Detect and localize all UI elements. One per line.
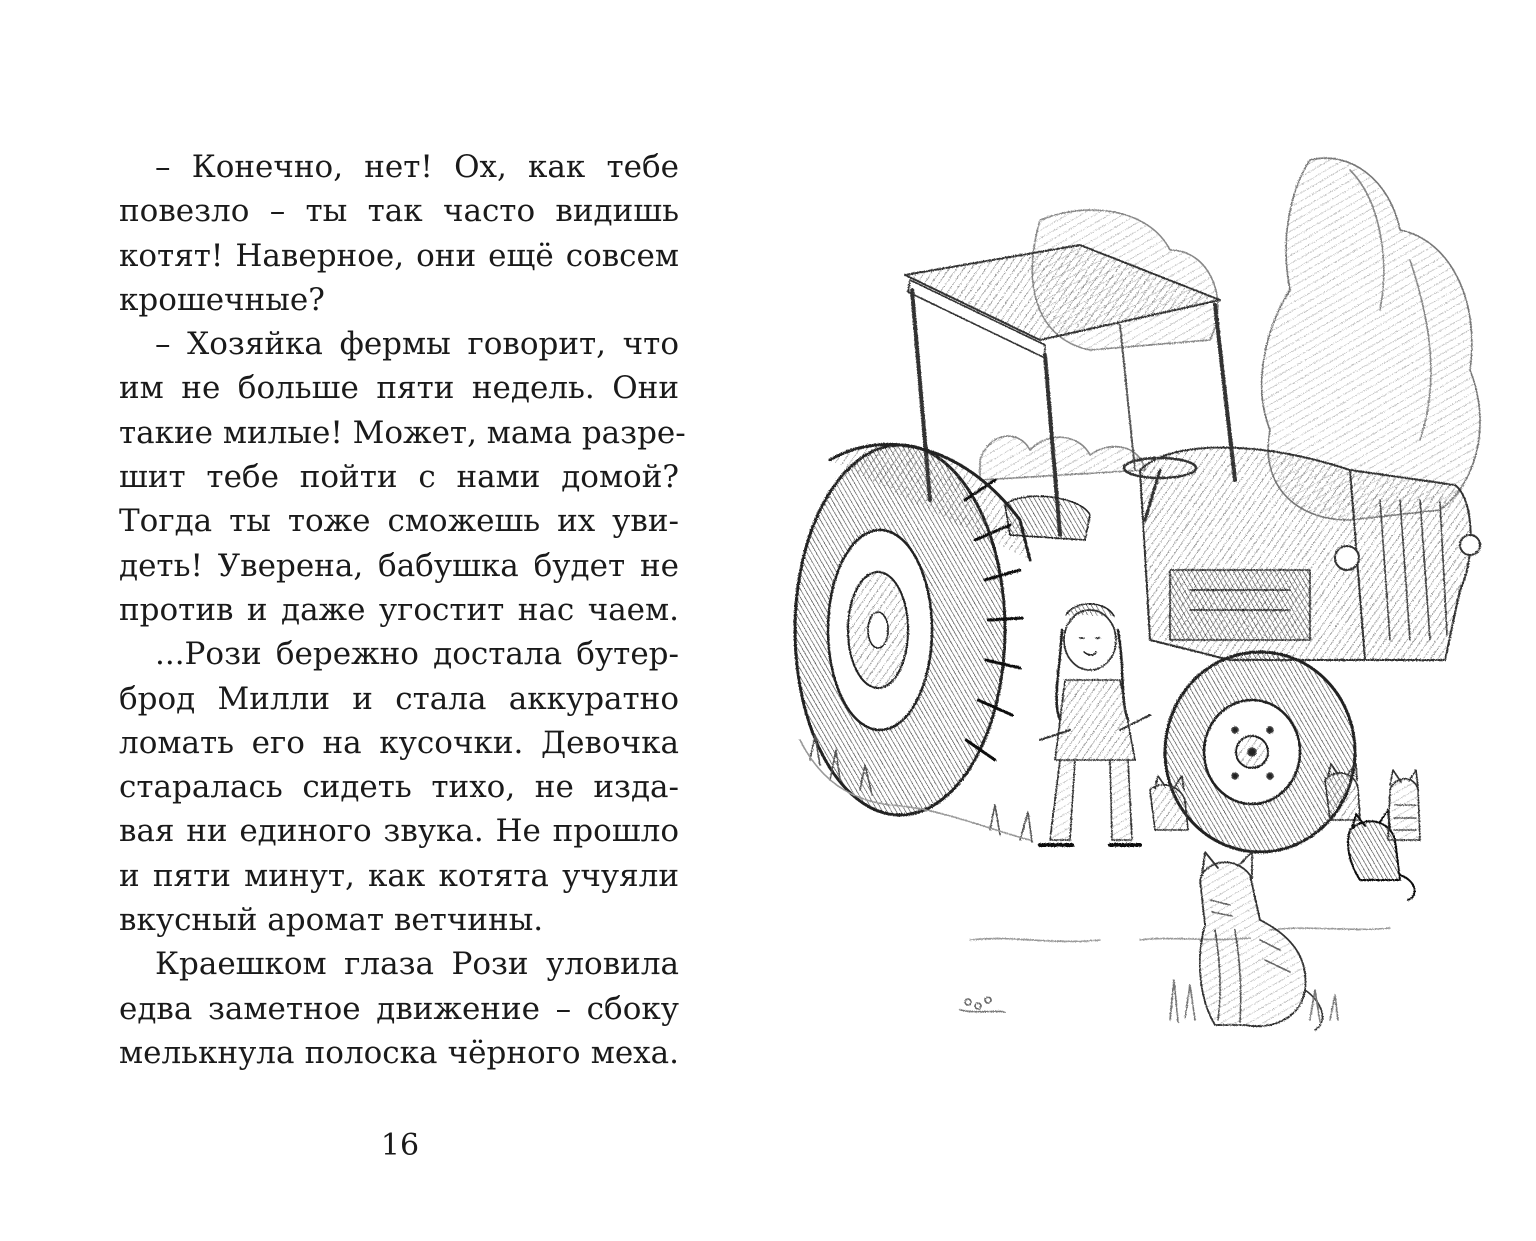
text-line: мелькнула полоска чёрного меха.: [119, 1034, 679, 1071]
text-line: им не больше пяти недель. Они: [119, 370, 679, 407]
text-line: крошечные?: [119, 281, 325, 318]
pencil-sketch-tractor-girl-kittens-icon: [790, 140, 1510, 1060]
text-line: Тогда ты тоже сможешь их уви-: [119, 503, 679, 540]
text-line: повезло – ты так часто видишь: [119, 193, 679, 230]
text-line: вкусный аромат ветчины.: [119, 902, 544, 939]
text-line: деть! Уверена, бабушка будет не: [119, 547, 679, 584]
text-line: ...Рози бережно достала бутер-: [155, 636, 679, 673]
text-line: котят! Наверное, они ещё совсем: [119, 237, 679, 274]
body-text: [119, 145, 686, 1075]
paragraph-4: [119, 942, 679, 1075]
text-line: и пяти минут, как котята учуяли: [119, 857, 679, 894]
paragraph-3: [119, 632, 679, 942]
text-line: – Хозяйка фермы говорит, что: [155, 326, 679, 363]
text-line: едва заметное движение – сбоку: [119, 990, 679, 1027]
text-line: старалась сидеть тихо, не изда-: [119, 769, 679, 806]
text-line: шит тебе пойти с нами домой?: [119, 459, 679, 496]
text-line: вая ни единого звука. Не прошло: [119, 813, 679, 850]
text-line: ломать его на кусочки. Девочка: [119, 724, 679, 761]
paragraph-1: [119, 145, 679, 322]
text-line: брод Милли и стала аккуратно: [119, 680, 679, 717]
text-line: – Конечно, нет! Ох, как тебе: [155, 149, 679, 185]
text-line: против и даже угостит нас чаем.: [119, 591, 679, 628]
paragraph-2: [119, 322, 686, 632]
page-number: 16: [380, 1128, 420, 1163]
text-line: Краешком глаза Рози уловила: [155, 946, 679, 983]
text-line: такие милые! Может, мама разре-: [119, 414, 686, 451]
